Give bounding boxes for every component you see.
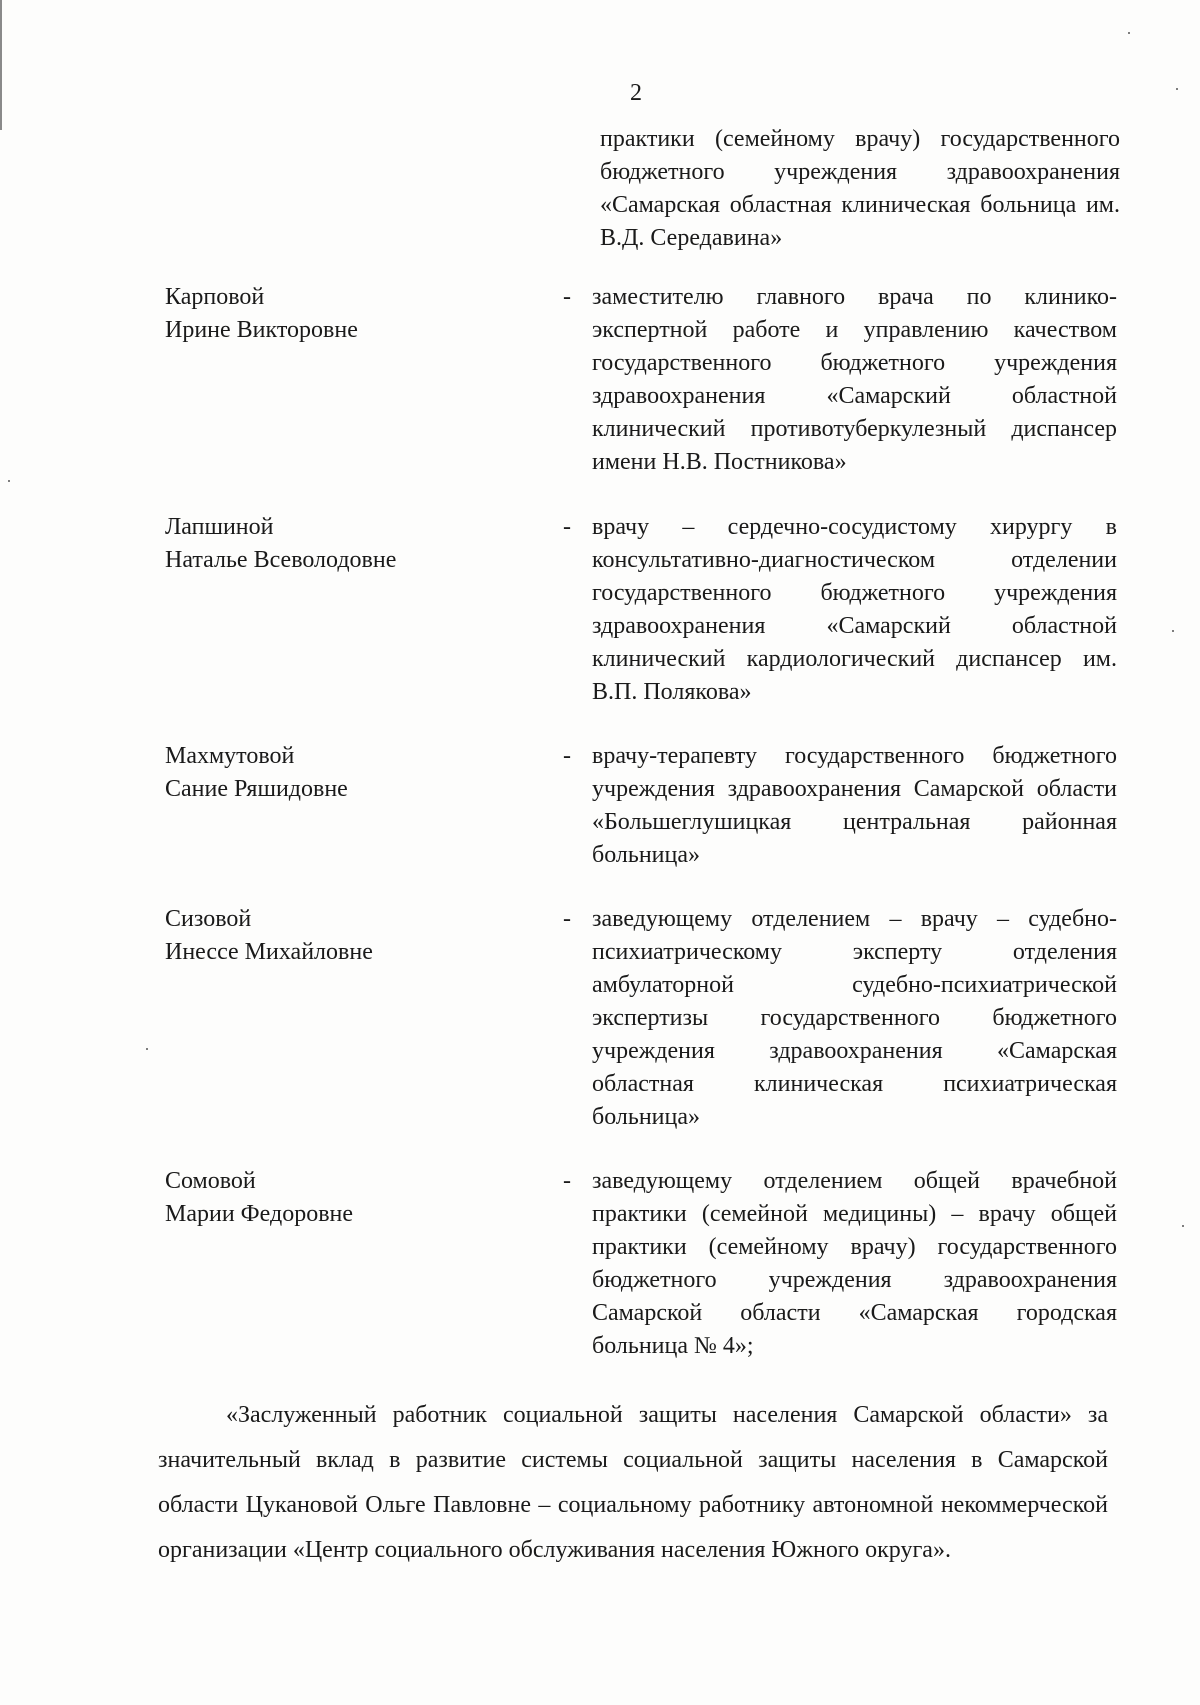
recipient-given-names: Сание Ряшидовне <box>165 776 348 802</box>
recipient-surname: Сизовой <box>165 906 252 932</box>
recipient-position: заведующему отделением – врачу – судебно-психиатрическому эксперту отделения амбулаторной судебно-психиатрической экспертизы государственного бюджетного учреждения здравоохранения «Самарская областная клиническая психиатрическая больница» <box>592 906 1117 1130</box>
page-number: 2 <box>630 80 642 106</box>
recipient-name <box>165 740 495 806</box>
entry-dash: - <box>563 284 571 310</box>
recipient-position: врачу – сердечно-сосудистому хирургу в консультативно-диагностическом отделении государственного бюджетного учреждения здравоохранения «Самарский областной клинический кардиологический диспансер им. В.П. Полякова» <box>592 514 1117 705</box>
continued-description: практики (семейному врачу) государственного бюджетного учреждения здравоохранения «Самарская областная клиническая больница им. В.Д. Середавина» <box>600 126 1120 251</box>
recipient-surname: Махмутовой <box>165 743 295 769</box>
recipient-given-names: Ирине Викторовне <box>165 317 358 343</box>
recipient-given-names: Инессе Михайловне <box>165 939 373 965</box>
recipient-position: врачу-терапевту государственного бюджетного учреждения здравоохранения Самарской области «Большеглушицкая центральная районная больница» <box>592 743 1117 868</box>
recipient-surname: Карповой <box>165 284 265 310</box>
entry-dash: - <box>563 743 571 769</box>
recipient-name <box>165 281 495 347</box>
recipient-surname: Сомовой <box>165 1168 256 1194</box>
scan-speck <box>1128 32 1130 34</box>
entry-dash: - <box>563 906 571 932</box>
recipient-name <box>165 1165 495 1231</box>
recipient-position: заместителю главного врача по клинико-экспертной работе и управлению качеством государственного бюджетного учреждения здравоохранения «Самарский областной клинический противотуберкулезный диспансер имени Н.В. Постникова» <box>592 284 1117 475</box>
scan-speck <box>1176 88 1178 90</box>
page-edge-line <box>0 0 2 130</box>
scan-speck <box>1172 630 1174 632</box>
recipient-given-names: Наталье Всеволодовне <box>165 547 397 573</box>
award-paragraph: «Заслуженный работник социальной защиты населения Самарской области» за значительный вклад в развитие системы социальной защиты населения в Самарской области Цукановой Ольге Павловне – социальному работнику автономной некоммерческой организации «Центр социального обслуживания населения Южного округа». <box>158 1402 1108 1563</box>
scan-speck <box>8 480 10 482</box>
recipient-position: заведующему отделением общей врачебной практики (семейной медицины) – врачу общей практики (семейному врачу) государственного бюджетного учреждения здравоохранения Самарской области «Самарская городская больница № 4»; <box>592 1168 1117 1359</box>
entry-dash: - <box>563 1168 571 1194</box>
scan-speck <box>1182 1225 1184 1227</box>
recipient-surname: Лапшиной <box>165 514 274 540</box>
scan-speck <box>146 1048 148 1050</box>
recipient-given-names: Марии Федоровне <box>165 1201 354 1227</box>
recipient-name <box>165 903 495 969</box>
recipient-name <box>165 511 495 577</box>
entry-dash: - <box>563 514 571 540</box>
